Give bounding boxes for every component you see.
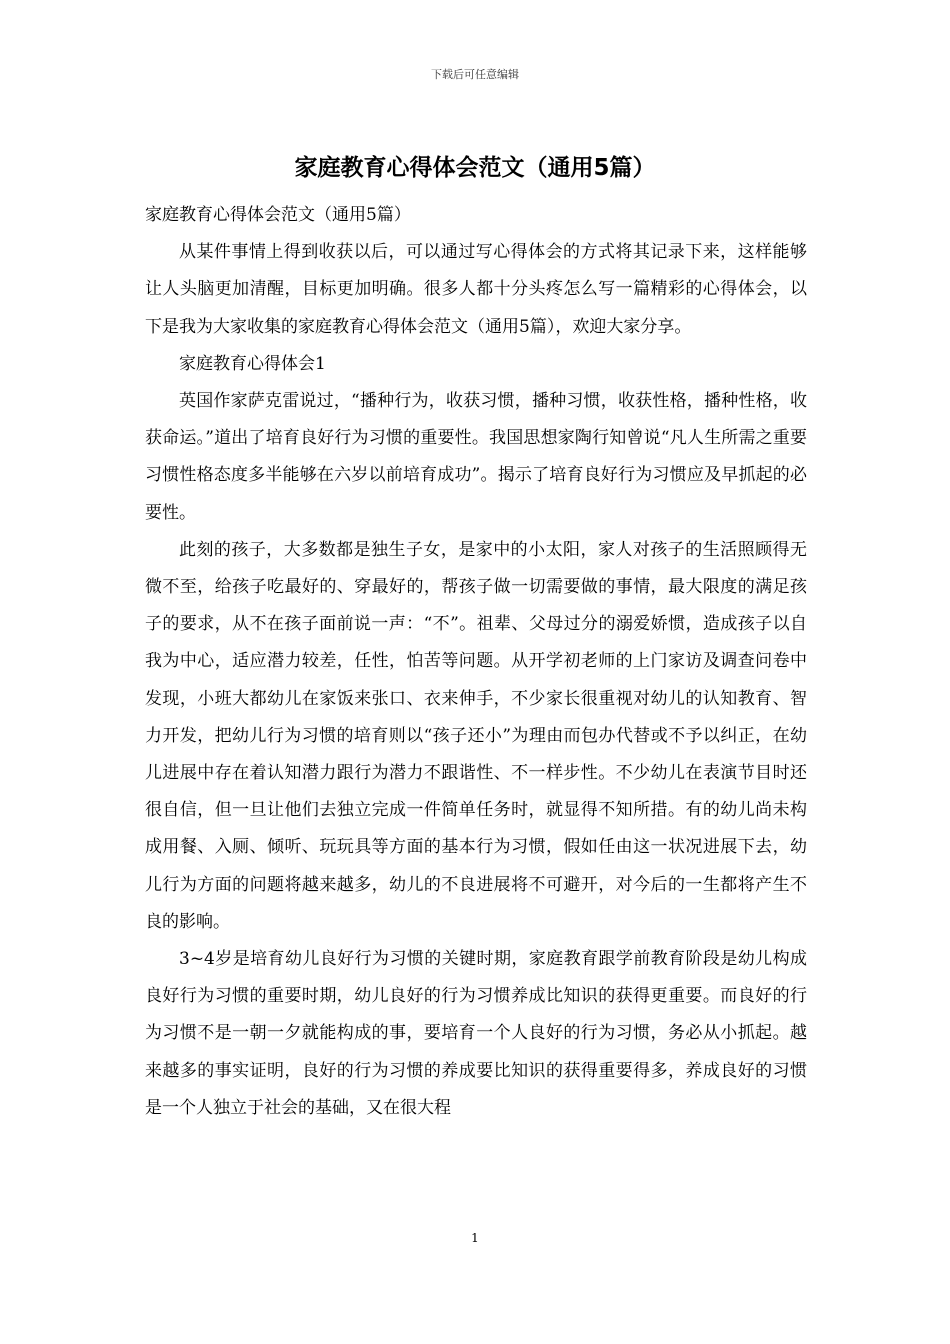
body-paragraph: 英国作家萨克雷说过，“播种行为，收获习惯，播种习惯，收获性格，播种性格，收获命运。”道出了培育良好行为习惯的重要性。我国思想家陶行知曾说“凡人生所需之重要习惯性格态度多半能够在六岁以前培育成功”。揭示了培育良好行为习惯应及早抓起的必要性。 (145, 391, 807, 523)
page-header-note: 下载后可任意编辑 (431, 68, 519, 81)
page-number: 1 (471, 1231, 479, 1245)
document-title: 家庭教育心得体会范文（通用5篇） (294, 155, 656, 181)
body-paragraph: 3~4岁是培育幼儿良好行为习惯的关键时期，家庭教育跟学前教育阶段是幼儿构成良好行为习惯的重要时期，幼儿良好的行为习惯养成比知识的获得更重要。而良好的行为习惯不是一朝一夕就能构成的事，要培育一个人良好的行为习惯，务必从小抓起。越来越多的事实证明，良好的行为习惯的养成要比知识的获得重要得多，养成良好的习惯是一个人独立于社会的基础，又在很大程 (145, 949, 807, 1118)
body-paragraph: 从某件事情上得到收获以后，可以通过写心得体会的方式将其记录下来，这样能够让人头脑更加清醒，目标更加明确。很多人都十分头疼怎么写一篇精彩的心得体会，以下是我为大家收集的家庭教育心得体会范文（通用5篇），欢迎大家分享。 (145, 242, 807, 337)
body-paragraph: 家庭教育心得体会范文（通用5篇） (145, 205, 411, 225)
document-body (145, 197, 807, 1127)
section-heading: 家庭教育心得体会1 (179, 353, 326, 374)
body-paragraph: 此刻的孩子，大多数都是独生子女，是家中的小太阳，家人对孩子的生活照顾得无微不至，给孩子吃最好的、穿最好的，帮孩子做一切需要做的事情，最大限度的满足孩子的要求，从不在孩子面前说一声：“不”。祖辈、父母过分的溺爱娇惯，造成孩子以自我为中心，适应潜力较差，任性，怕苦等问题。从开学初老师的上门家访及调查问卷中发现，小班大都幼儿在家饭来张口、衣来伸手，不少家长很重视对幼儿的认知教育、智力开发，把幼儿行为习惯的培育则以“孩子还小”为理由而包办代替或不予以纠正，在幼儿进展中存在着认知潜力跟行为潜力不跟谐性、不一样步性。不少幼儿在表演节目时还很自信，但一旦让他们去独立完成一件简单任务时，就显得不知所措。有的幼儿尚未构成用餐、入厕、倾听、玩玩具等方面的基本行为习惯，假如任由这一状况进展下去，幼儿行为方面的问题将越来越多，幼儿的不良进展将不可避开，对今后的一生都将产生不良的影响。 (145, 539, 807, 932)
